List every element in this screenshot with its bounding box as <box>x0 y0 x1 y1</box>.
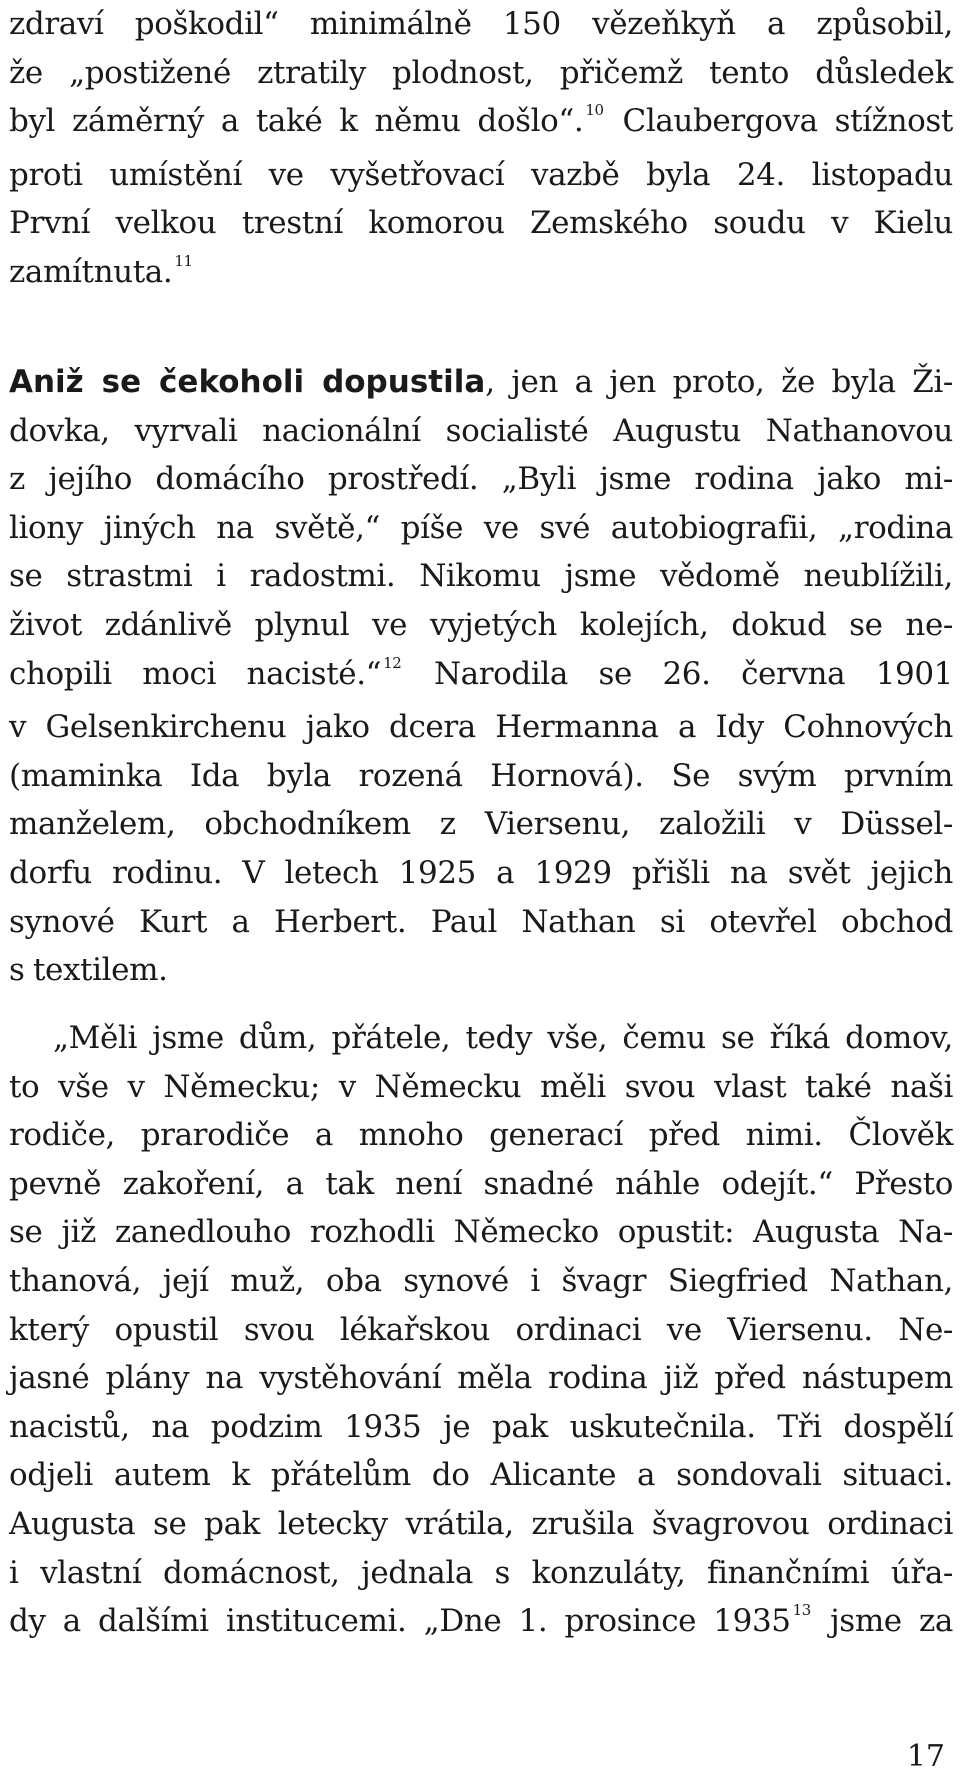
section-lead-in: Aniž se čekoholi dopustila <box>9 364 486 400</box>
text-segment: chopili moci nacisté.“ <box>9 655 382 692</box>
text-line: „Měli jsme dům, přátele, tedy vše, čemu se říká domov, <box>53 1020 953 1056</box>
paragraph-clauberg <box>9 0 953 302</box>
text-line: dovka, vyrvali nacionální socialisté Augustu Nathanovou <box>9 412 953 449</box>
text-segment: , jen a jen proto, že byla Ži- <box>485 364 953 400</box>
text-line: První velkou trestní komorou Zemského soudu v Kielu <box>9 205 953 242</box>
text-line: že „postižené ztratily plodnost, přičemž tento důsledek <box>9 54 953 91</box>
text-line: z jejího domácího prostředí. „Byli jsme rodina jako mi- <box>9 461 953 498</box>
text-segment: zamítnuta. <box>9 253 173 290</box>
text-line: rodiče, prarodiče a mnoho generací před nimi. Člověk <box>9 1117 953 1154</box>
text-line: (maminka Ida byla rozená Hornová). Se svým prvním <box>9 757 953 794</box>
text-segment: byl záměrný a také k němu došlo“. <box>9 103 584 140</box>
text-line: thanová, její muž, oba synové i švagr Siegfried Nathan, <box>9 1262 953 1299</box>
text-line <box>9 1597 953 1651</box>
text-line: se strastmi i radostmi. Nikomu jsme vědomě neublížili, <box>9 558 953 595</box>
text-line: manželem, obchodníkem z Viersenu, založili v Düssel- <box>9 806 953 843</box>
text-line <box>9 650 953 704</box>
paragraph-nathanova <box>9 358 953 995</box>
footnote-ref-11[interactable]: 11 <box>174 251 193 270</box>
text-line: dorfu rodinu. V letech 1925 a 1929 přišli na svět jejich <box>9 854 953 891</box>
text-line: proti umístění ve vyšetřovací vazbě byla 24. listopadu <box>9 156 953 193</box>
text-line: zdraví poškodil“ minimálně 150 vězeňkyň a způsobil, <box>9 6 953 42</box>
footnote-ref-12[interactable]: 12 <box>383 653 402 672</box>
text-line: i vlastní domácnost, jednala s konzuláty, finančními úřa- <box>9 1554 953 1591</box>
text-line: synové Kurt a Herbert. Paul Nathan si otevřel obchod <box>9 903 953 940</box>
text-line <box>9 248 953 302</box>
text-segment: Narodila se 26. června 1901 <box>433 655 954 692</box>
text-line: pevně zakoření, a tak není snadné náhle odejít.“ Přesto <box>9 1165 953 1202</box>
footnote-ref-10[interactable]: 10 <box>585 101 604 120</box>
text-line: nacistů, na podzim 1935 je pak uskutečnila. Tři dospělí <box>9 1408 953 1445</box>
text-segment: dy a dalšími institucemi. „Dne 1. prosince 1935 <box>9 1603 791 1640</box>
text-line: odjeli autem k přátelům do Alicante a sondovali situaci. <box>9 1457 953 1494</box>
text-line: život zdánlivě plynul ve vyjetých kolejích, dokud se ne- <box>9 606 953 643</box>
text-line: liony jiných na světě,“ píše ve své autobiografii, „rodina <box>9 509 953 546</box>
text-segment: Claubergova stížnost <box>622 103 953 140</box>
paragraph-emigration <box>9 1014 953 1651</box>
text-line: který opustil svou lékařskou ordinaci ve Viersenu. Ne- <box>9 1311 953 1348</box>
text-line: to vše v Německu; v Německu měli svou vlast také naši <box>9 1068 953 1105</box>
text-line: s textilem. <box>9 952 168 989</box>
page-number: 17 <box>906 1739 945 1774</box>
text-segment: jsme za <box>830 1603 953 1640</box>
text-line: jasné plány na vystěhování měla rodina již před nástupem <box>9 1360 953 1397</box>
text-line <box>9 358 953 407</box>
text-line: v Gelsenkirchenu jako dcera Hermanna a Idy Cohnových <box>9 709 953 746</box>
footnote-ref-13[interactable]: 13 <box>792 1601 811 1620</box>
text-line: Augusta se pak letecky vrátila, zrušila švagrovou ordinaci <box>9 1505 953 1542</box>
text-line: se již zanedlouho rozhodli Německo opustit: Augusta Na- <box>9 1214 953 1251</box>
text-line <box>9 97 953 151</box>
